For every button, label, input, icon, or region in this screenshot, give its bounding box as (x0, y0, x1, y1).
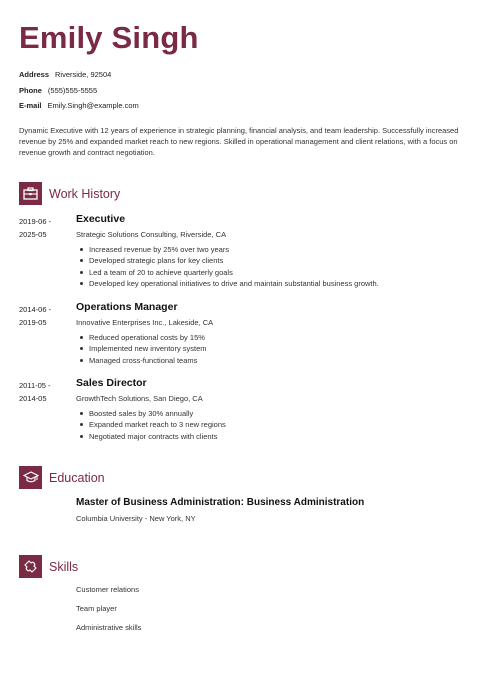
skills-header (19, 555, 78, 578)
work-history-header (19, 182, 120, 205)
contact-address (19, 67, 139, 83)
resume-name: Emily Singh (19, 20, 199, 55)
graduation-cap-icon (19, 466, 42, 489)
job-bullet: Increased revenue by 25% over two years (80, 244, 466, 255)
education-title: Education (49, 470, 105, 485)
job-bullet: Boosted sales by 30% annually (80, 408, 466, 419)
job-title: Sales Director (76, 377, 147, 389)
job-title: Executive (76, 213, 126, 225)
contact-address-value: Riverside, 92504 (55, 70, 112, 79)
job-company: Strategic Solutions Consulting, Riverside, CA (76, 230, 227, 239)
job-bullets (80, 408, 466, 442)
job-bullet: Developed strategic plans for key clients (80, 255, 466, 266)
job-body (76, 301, 466, 366)
job-end-date: 2019-05 (19, 318, 47, 327)
contact-block (19, 67, 139, 114)
job-bullet: Led a team of 20 to achieve quarterly goals (80, 267, 466, 278)
job-bullets (80, 244, 466, 290)
job-start-date: 2011-05 - (19, 381, 51, 390)
job-end-date: 2014-05 (19, 394, 47, 403)
contact-phone-label: Phone (19, 85, 42, 95)
job-bullet: Implemented new inventory system (80, 343, 466, 354)
contact-phone-value: (555)555-5555 (47, 85, 98, 95)
skill-item: Customer relations (76, 585, 139, 594)
job-company: Innovative Enterprises Inc., Lakeside, CA (76, 318, 214, 327)
contact-email (19, 98, 139, 114)
professional-summary: Dynamic Executive with 12 years of experience in strategic planning, financial analysis, and team leadership. Successfully increased revenue by 25% and expanded market reach to new regions. Skilled in operational management and client relations, with a focus on revenue growth and contract negotiation. (19, 126, 459, 158)
briefcase-icon (19, 182, 42, 205)
job-end-date: 2025-05 (19, 230, 47, 239)
contact-phone (19, 83, 139, 99)
skill-item: Administrative skills (76, 623, 142, 632)
contact-email-value: Emily.Singh@example.com (47, 101, 139, 110)
degree: Master of Business Administration: Business Administration (76, 497, 365, 508)
job-bullets (80, 332, 466, 366)
work-history-title: Work History (49, 186, 121, 201)
school: Columbia University - New York, NY (76, 514, 196, 523)
job-dates (19, 215, 69, 241)
skill-item: Team player (76, 604, 117, 613)
job-company: GrowthTech Solutions, San Diego, CA (76, 394, 203, 403)
job-bullet: Developed key operational initiatives to drive and maintain substantial business growth. (80, 278, 466, 289)
puzzle-icon (19, 555, 42, 578)
job-bullet: Negotiated major contracts with clients (80, 431, 466, 442)
job-title: Operations Manager (76, 301, 178, 313)
job-bullet: Managed cross-functional teams (80, 355, 466, 366)
job-bullet: Expanded market reach to 3 new regions (80, 419, 466, 430)
job-bullet: Reduced operational costs by 15% (80, 332, 466, 343)
job-body (76, 377, 466, 442)
contact-email-label: E-mail (19, 101, 42, 110)
job-dates (19, 303, 69, 329)
education-header (19, 466, 105, 489)
contact-address-label: Address (19, 70, 50, 79)
job-body (76, 213, 466, 290)
skills-title: Skills (49, 559, 79, 574)
job-start-date: 2019-06 - (19, 217, 52, 226)
job-start-date: 2014-06 - (19, 305, 52, 314)
skills-list (76, 585, 141, 642)
education-entry (76, 497, 364, 523)
job-dates (19, 379, 69, 405)
